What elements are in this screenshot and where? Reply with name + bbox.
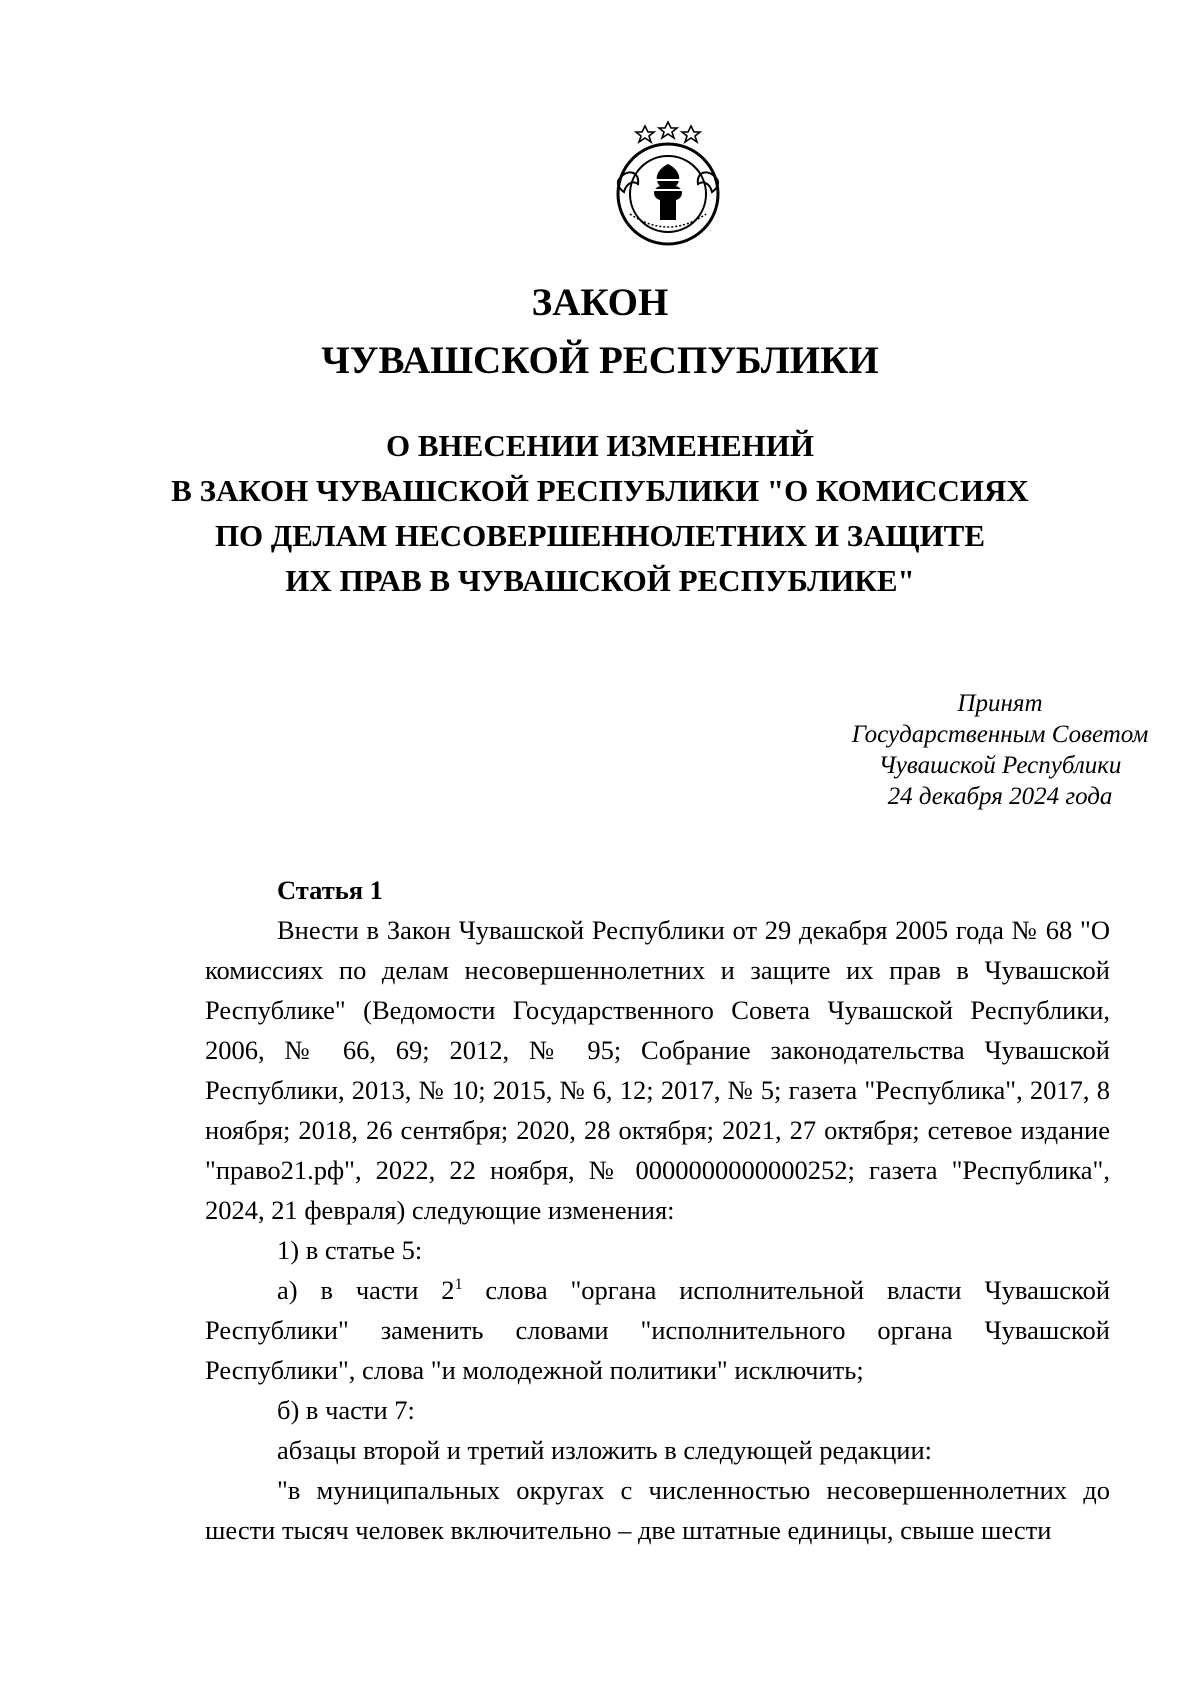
article-item-b-line: абзацы второй и третий изложить в следующей редакции: (277, 1435, 932, 1465)
adoption-note-line4: 24 декабря 2024 года (887, 783, 1113, 810)
law-title-line1: ЗАКОН (531, 281, 669, 324)
article-heading: Статья 1 (277, 875, 383, 905)
article-item-a-start: а) в части 2 (277, 1275, 455, 1305)
law-subject-line2: В ЗАКОН ЧУВАШСКОЙ РЕСПУБЛИКИ "О КОМИССИЯХ (171, 473, 1029, 508)
chuvash-republic-coat-of-arms-icon (598, 118, 738, 248)
article-item-b: б) в части 7: (277, 1395, 415, 1425)
law-subject-line4: ИХ ПРАВ В ЧУВАШСКОЙ РЕСПУБЛИКЕ" (285, 563, 915, 598)
adoption-note-line1: Принят (957, 690, 1043, 717)
law-title (0, 274, 1200, 390)
law-subject-line3: ПО ДЕЛАМ НЕСОВЕРШЕННОЛЕТНИХ И ЗАЩИТЕ (214, 518, 986, 553)
article-item-a (205, 1270, 1110, 1390)
article-intro: Внести в Закон Чувашской Республики от 29 декабря 2005 года № 68 "О комиссиях по делам несовершеннолетних и защите их прав в Чувашской Республике" (Ведомости Государственного Совета Чувашской Республики, 2006, № 66, 69; 2012, № 95; Собрание законодательства Чувашской Республики, 2013, № 10; 2015, № 6, 12; 2017, № 5; газета "Республика", 2017, 8 ноября; 2018, 26 сентября; 2020, 28 октября; 2021, 27 октября; сетевое издание "право21.рф", 2022, 22 ноября, № 0000000000000252; газета "Республика", 2024, 21 февраля) следующие изменения: (205, 915, 1110, 1225)
article-item-a-superscript: 1 (454, 1276, 463, 1294)
article-item-1: 1) в статье 5: (277, 1235, 423, 1265)
article-quote: "в муниципальных округах с численностью несовершеннолетних до шести тысяч человек включительно – две штатные единицы, свыше шести (205, 1475, 1110, 1545)
article-item-a-rest: слова "органа исполнительной власти Чувашской Республики" заменить словами "исполнительного органа Чувашской Республики", слова "и молодежной политики" исключить; (205, 1275, 1111, 1385)
law-subject-line1: О ВНЕСЕНИИ ИЗМЕНЕНИЙ (385, 428, 815, 463)
article-body (205, 870, 1110, 1550)
law-subject (0, 423, 1200, 603)
adoption-note-line3: Чувашской Республики (878, 752, 1122, 779)
adoption-note-line2: Государственным Советом (851, 721, 1149, 748)
adoption-note (780, 688, 1200, 812)
law-title-line2: ЧУВАШСКОЙ РЕСПУБЛИКИ (321, 339, 879, 382)
